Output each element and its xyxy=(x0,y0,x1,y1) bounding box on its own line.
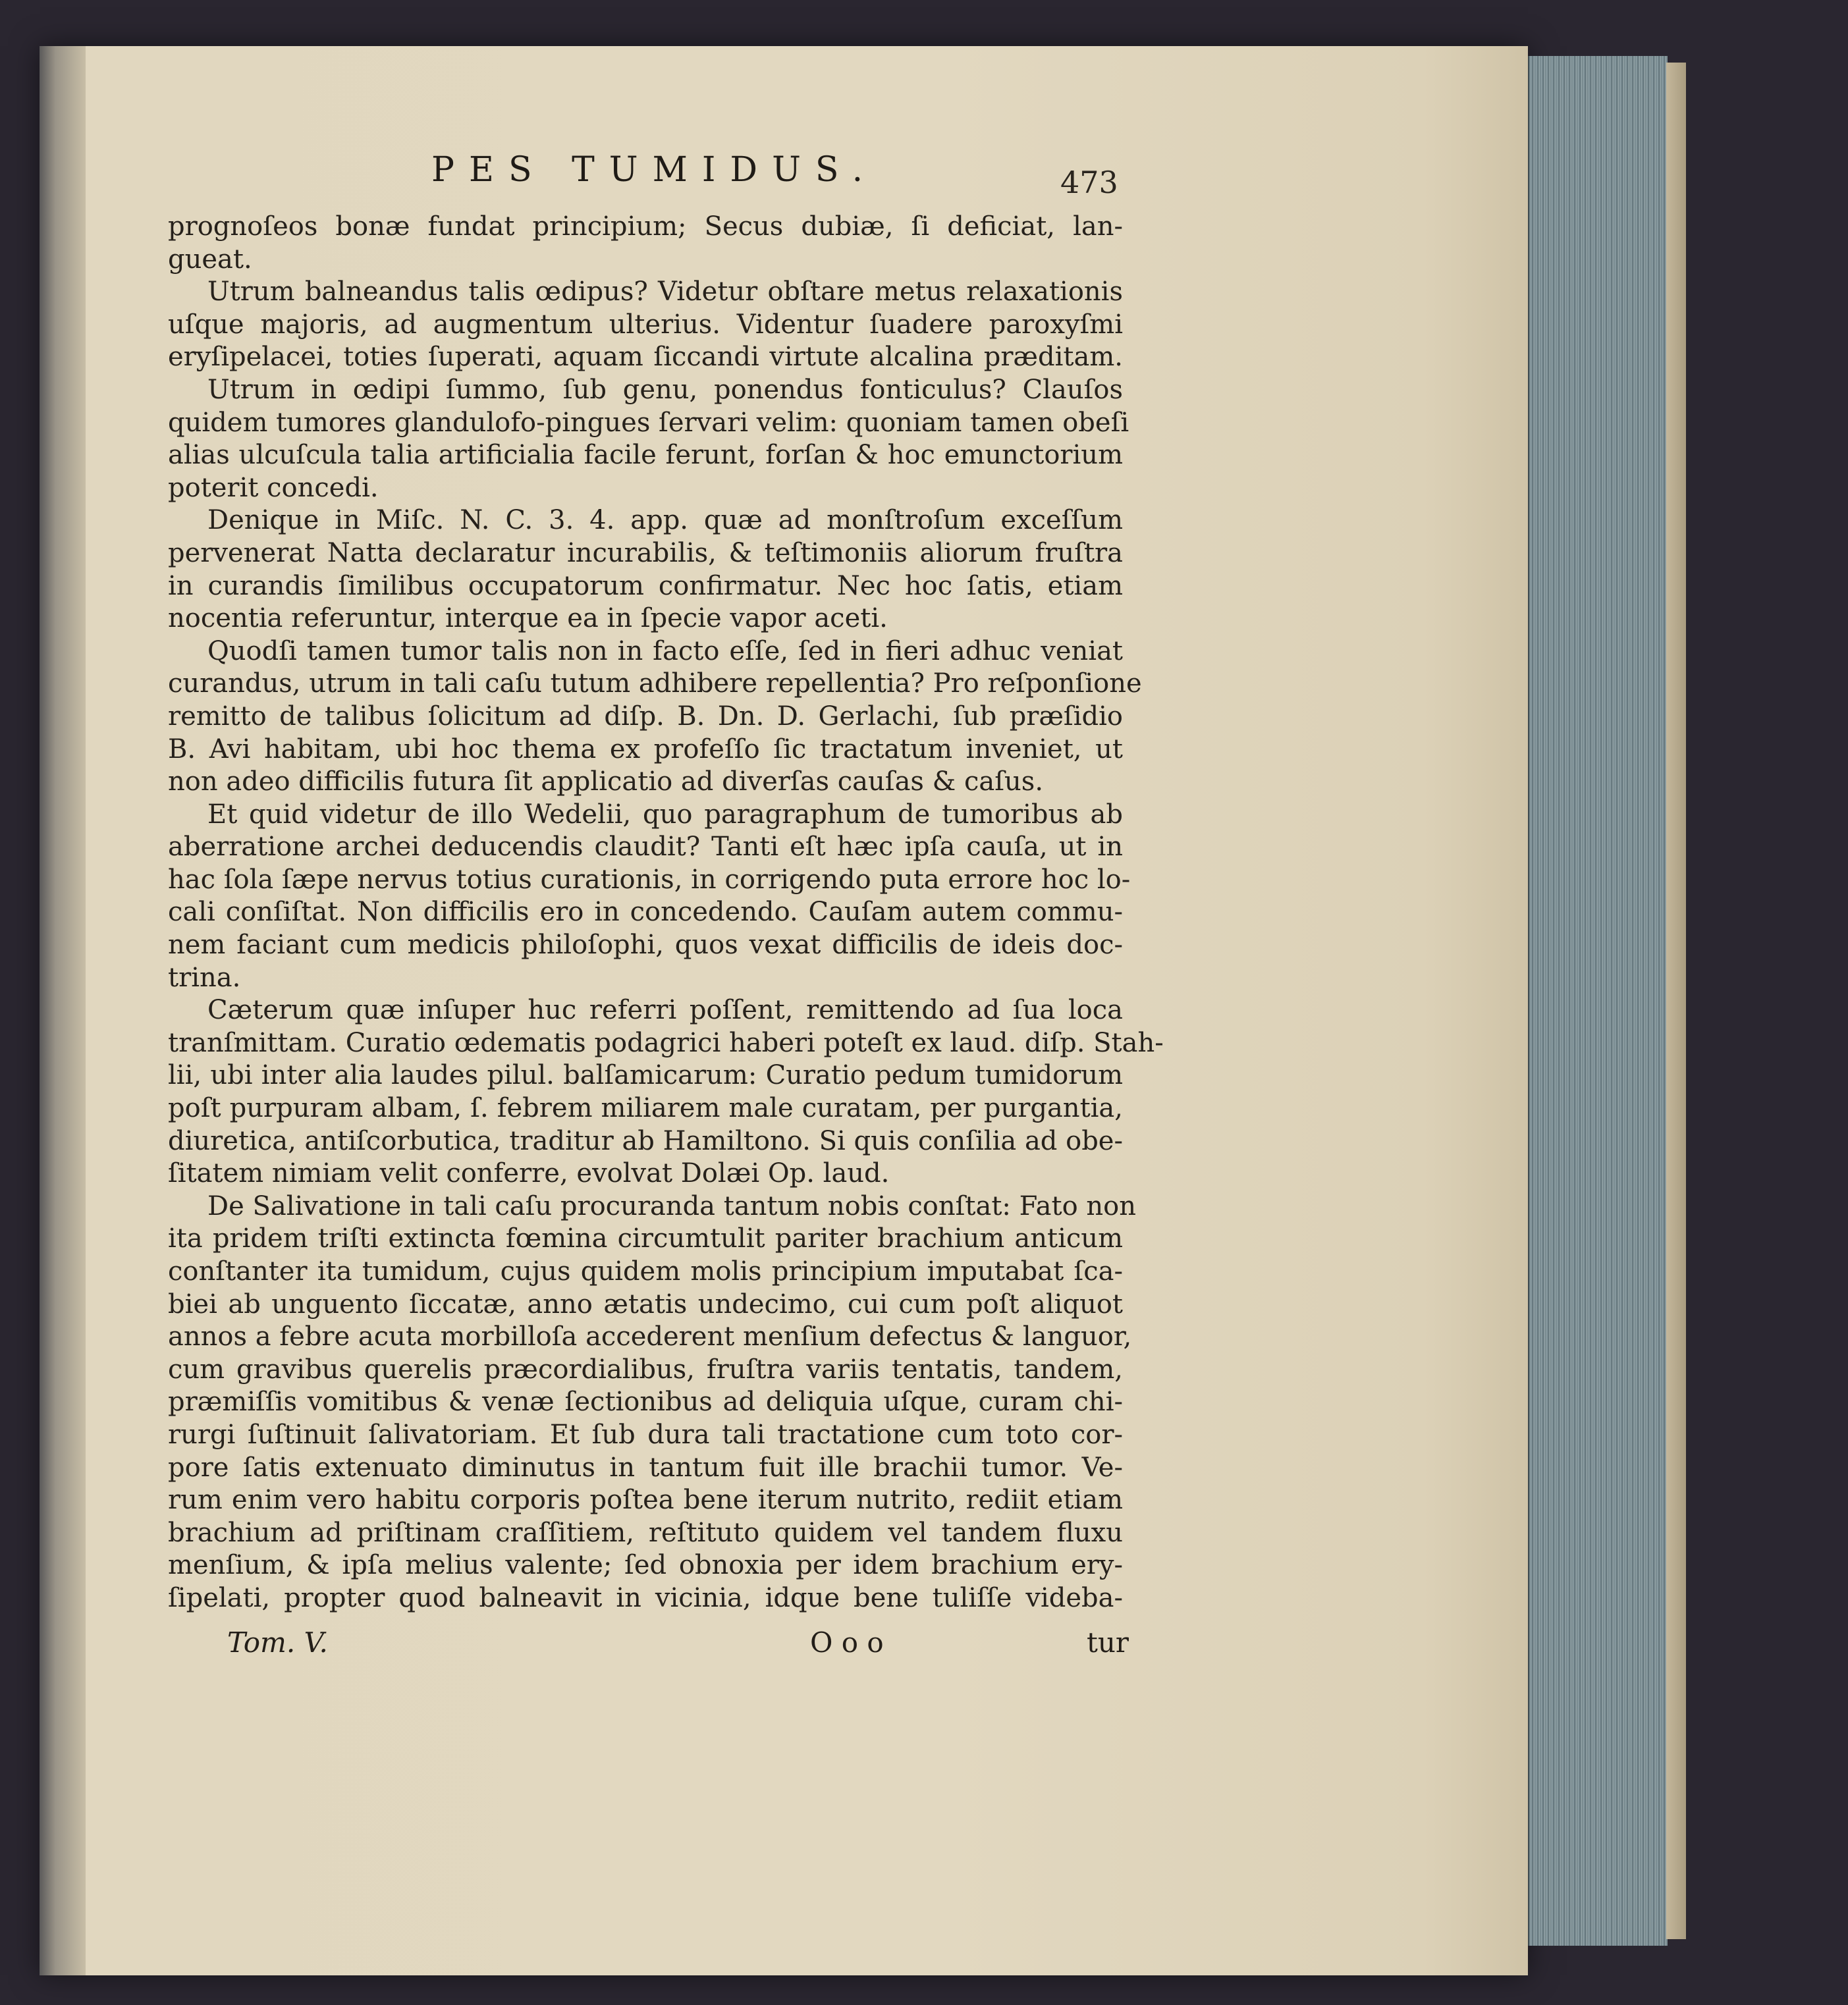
text-line: poſt purpuram albam, ſ. febrem miliarem male curatam, per purgantia, xyxy=(168,1093,1123,1124)
text-line: rurgi ſuſtinuit ſalivatoriam. Et ſub dura tali tractatione cum toto cor- xyxy=(168,1419,1123,1450)
page-gutter xyxy=(40,46,86,1975)
catchword: tur xyxy=(1087,1626,1129,1659)
text-line: nocentia referuntur, interque ea in ſpecie vapor aceti. xyxy=(168,603,888,634)
text-line: uſque majoris, ad augmentum ulterius. Videntur ſuadere paroxyſmi xyxy=(168,309,1123,340)
book-cover-edge xyxy=(1666,63,1686,1939)
page-fore-edge xyxy=(1528,56,1668,1946)
text-line: eryſipelacei, toties ſuperati, aquam ſiccandi virtute alcalina præditam. xyxy=(168,342,1123,373)
text-line: hac ſola ſæpe nervus totius curationis, in corrigendo puta errore hoc lo- xyxy=(168,864,1131,895)
text-line: ſitatem nimiam velit conferre, evolvat Dolæi Op. laud. xyxy=(168,1158,890,1189)
body-text xyxy=(168,211,1164,1615)
text-line: biei ab unguento ſiccatæ, anno ætatis undecimo, cui cum poſt aliquot xyxy=(168,1289,1123,1320)
text-line: curandus, utrum in tali caſu tutum adhibere repellentia? Pro reſponſione xyxy=(168,668,1142,699)
text-line: gueat. xyxy=(168,244,252,275)
text-line: annos a febre acuta morbilloſa accederent menſium defectus & languor, xyxy=(168,1322,1132,1352)
text-line: cum gravibus querelis præcordialibus, fruſtra variis tentatis, tandem, xyxy=(168,1354,1123,1385)
text-line: Et quid videtur de illo Wedelii, quo paragraphum de tumoribus ab xyxy=(207,799,1123,830)
text-line: rum enim vero habitu corporis poſtea bene iterum nutrito, rediit etiam xyxy=(168,1485,1123,1516)
text-line: Quodſi tamen tumor talis non in facto eſſe, ſed in fieri adhuc veniat xyxy=(207,635,1123,666)
text-line: alias ulcuſcula talia artificialia facile ferunt, forſan & hoc emunctorium xyxy=(168,440,1123,471)
text-line: menſium, & ipſa melius valente; ſed obnoxia per idem brachium ery- xyxy=(168,1550,1123,1581)
running-head: PES TUMIDUS. xyxy=(431,150,878,190)
text-line: tranſmittam. Curatio œdematis podagrici haberi poteſt ex laud. diſp. Stah- xyxy=(168,1027,1164,1058)
text-line: De Salivatione in tali caſu procuranda tantum nobis conſtat: Fato non xyxy=(207,1190,1136,1221)
signature-mark: O o o xyxy=(810,1626,884,1659)
text-line: ſipelati, propter quod balneavit in vicinia, idque bene tuliſſe videba- xyxy=(168,1582,1123,1613)
text-line: lii, ubi inter alia laudes pilul. balſamicarum: Curatio pedum tumidorum xyxy=(168,1060,1123,1091)
text-line: quidem tumores glandulofo-pingues ſervari velim: quoniam tamen obeſi xyxy=(168,407,1129,438)
text-line: in curandis ſimilibus occupatorum confirmatur. Nec hoc ſatis, etiam xyxy=(168,570,1123,601)
text-line: pervenerat Natta declaratur incurabilis, & teſtimoniis aliorum fruſtra xyxy=(168,537,1123,568)
text-line: nem faciant cum medicis philoſophi, quos vexat difficilis de ideis doc- xyxy=(168,930,1123,961)
text-line: B. Avi habitam, ubi hoc thema ex profeſſo ſic tractatum inveniet, ut xyxy=(168,734,1123,764)
text-line: Denique in Miſc. N. C. 3. 4. app. quæ ad monſtroſum exceſſum xyxy=(207,505,1123,536)
page-number: 473 xyxy=(1060,165,1118,200)
text-line: conſtanter ita tumidum, cujus quidem molis principium imputabat ſca- xyxy=(168,1256,1123,1287)
text-line: pore ſatis extenuato diminutus in tantum fuit ille brachii tumor. Ve- xyxy=(168,1452,1123,1483)
text-line: poterit concedi. xyxy=(168,472,379,503)
text-line: remitto de talibus ſolicitum ad diſp. B. Dn. D. Gerlachi, ſub præſidio xyxy=(168,701,1123,732)
text-line: brachium ad priſtinam craſſitiem, reſtituto quidem vel tandem fluxu xyxy=(168,1517,1123,1548)
text-line: aberratione archei deducendis claudit? Tanti eſt hæc ipſa cauſa, ut in xyxy=(168,832,1123,863)
text-line: Utrum balneandus talis œdipus? Videtur obſtare metus relaxationis xyxy=(207,277,1123,307)
text-line: cali conſiſtat. Non difficilis ero in concedendo. Cauſam autem commu- xyxy=(168,897,1123,928)
text-line: trina. xyxy=(168,962,241,993)
text-line: prognoſeos bonæ fundat principium; Secus dubiæ, ſi deficiat, lan- xyxy=(168,211,1123,242)
text-line: non adeo difficilis futura ſit applicatio ad diverſas cauſas & caſus. xyxy=(168,766,1044,797)
text-line: Cæterum quæ inſuper huc referri poſſent, remittendo ad ſua loca xyxy=(207,995,1123,1026)
text-line: præmiſſis vomitibus & venæ ſectionibus ad deliquia uſque, curam chi- xyxy=(168,1387,1123,1418)
text-line: diuretica, antiſcorbutica, traditur ab Hamiltono. Si quis conſilia ad obe- xyxy=(168,1125,1123,1156)
text-line: Utrum in œdipi ſummo, ſub genu, ponendus fonticulus? Clauſos xyxy=(207,374,1123,405)
text-line: ita pridem triſti extincta fœmina circumtulit pariter brachium anticum xyxy=(168,1223,1123,1254)
signature-volume: Tom. V. xyxy=(227,1626,328,1659)
